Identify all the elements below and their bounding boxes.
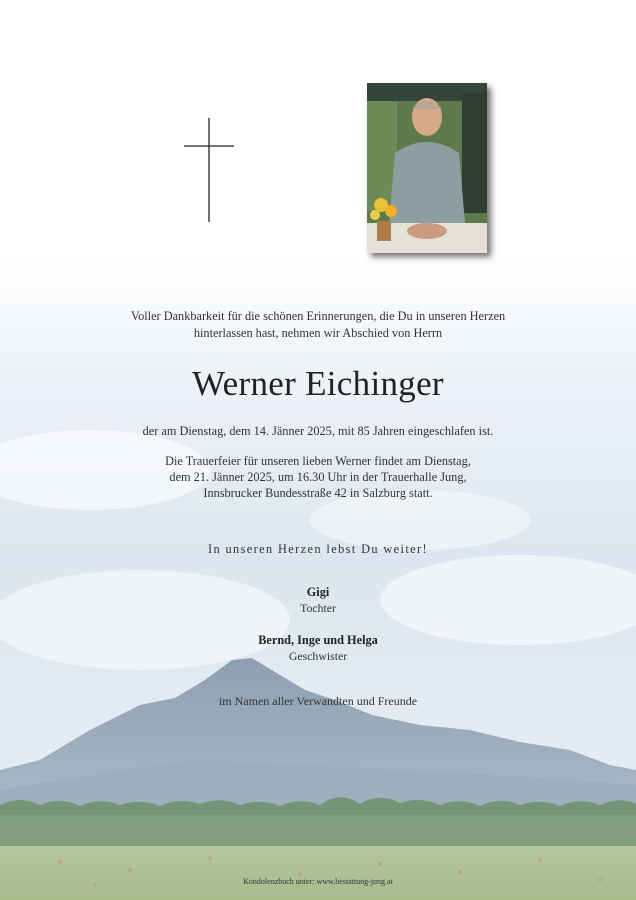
cross-icon [184, 118, 234, 222]
mourner-2 [0, 632, 636, 664]
service-line-1: Die Trauerfeier für unseren lieben Werner findet am Dienstag, [165, 454, 471, 468]
mourner-role: Geschwister [288, 649, 348, 663]
mourner-role: Tochter [300, 601, 336, 615]
mourner-name: Gigi [306, 585, 330, 599]
deceased-name: Werner Eichinger [192, 364, 444, 403]
motto: In unseren Herzen lebst Du weiter! [207, 542, 429, 556]
closing-line: im Namen aller Verwandten und Freunde [218, 694, 418, 708]
service-line-3: Innsbrucker Bundesstraße 42 in Salzburg statt. [203, 486, 433, 500]
condolence-footer: Kondolenzbuch unter: www.bestattung-jung.at [243, 877, 393, 886]
death-notice: der am Dienstag, dem 14. Jänner 2025, mit 85 Jahren eingeschlafen ist. [142, 424, 494, 438]
intro-text [0, 308, 636, 342]
service-details [0, 453, 636, 501]
mourner-1 [0, 584, 636, 616]
portrait-photo [367, 83, 487, 253]
intro-line-2: hinterlassen hast, nehmen wir Abschied von Herrn [193, 326, 443, 340]
intro-line-1: Voller Dankbarkeit für die schönen Erinnerungen, die Du in unseren Herzen [130, 309, 506, 323]
mourner-name: Bernd, Inge und Helga [258, 633, 378, 647]
service-line-2: dem 21. Jänner 2025, um 16.30 Uhr in der Trauerhalle Jung, [169, 470, 467, 484]
